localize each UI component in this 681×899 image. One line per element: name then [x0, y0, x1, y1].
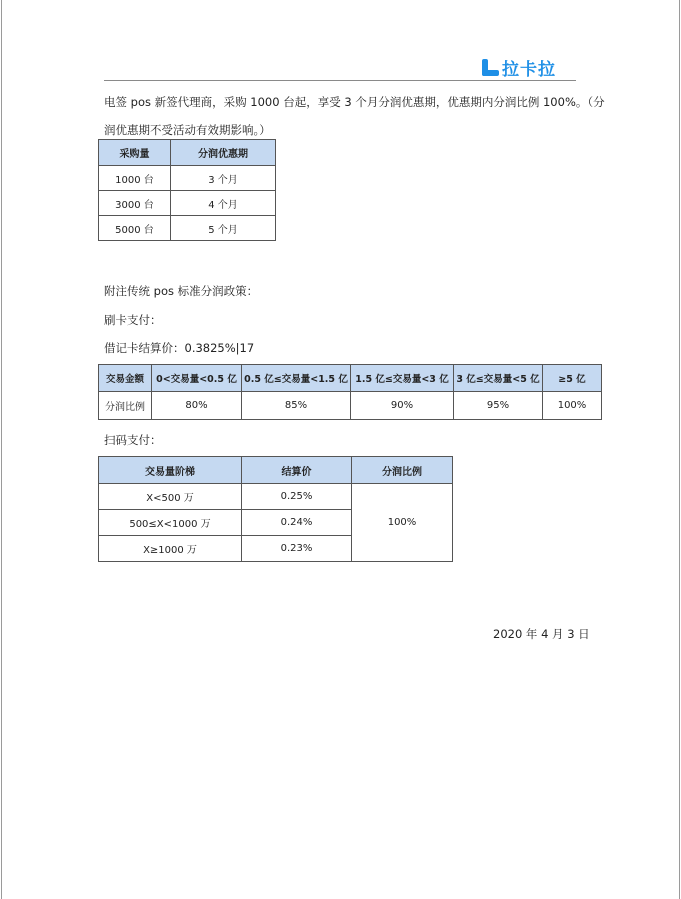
table-cell: 3 个月: [171, 166, 276, 191]
table-row: [99, 392, 602, 420]
table-cell: 100%: [543, 392, 602, 420]
table-cell: 0.23%: [242, 536, 352, 562]
notes-title: 附注传统 pos 标准分润政策：: [104, 284, 259, 298]
debit-price-text: 借记卡结算价：0.3825%|17: [104, 341, 255, 355]
table-cell: 85%: [242, 392, 351, 420]
table-header-cell: 0.5 亿≤交易量<1.5 亿: [242, 365, 351, 392]
table-header-cell: 3 亿≤交易量<5 亿: [454, 365, 543, 392]
table-row: [99, 216, 276, 241]
lakala-logo: [482, 56, 556, 78]
header-divider: [104, 80, 576, 81]
table-header-cell: 结算价: [242, 457, 352, 484]
table-cell: 分润比例: [99, 392, 152, 420]
table-header-cell: 1.5 亿≤交易量<3 亿: [351, 365, 454, 392]
table-cell: 90%: [351, 392, 454, 420]
table-cell: 95%: [454, 392, 543, 420]
purchase-table: [98, 139, 276, 241]
share-ratio-cell: 100%: [352, 484, 453, 562]
volume-share-table: [98, 364, 602, 420]
logo-text: 拉卡拉: [502, 59, 556, 80]
scan-pay-label: 扫码支付：: [104, 433, 162, 447]
intro-line-1: 电签 pos 新签代理商，采购 1000 台起，享受 3 个月分润优惠期，优惠期内分润比例 100%。（分: [104, 95, 605, 109]
page-edge-right: [679, 0, 680, 899]
table-header-cell: 交易量阶梯: [99, 457, 242, 484]
table-cell: 80%: [152, 392, 242, 420]
page-edge-left: [1, 0, 2, 899]
table-cell: X<500 万: [99, 484, 242, 510]
table-header-cell: ≥5 亿: [543, 365, 602, 392]
table-cell: 3000 台: [99, 191, 171, 216]
table-row: [99, 166, 276, 191]
table-cell: 4 个月: [171, 191, 276, 216]
card-pay-label: 刷卡支付：: [104, 313, 162, 327]
table-cell: 5 个月: [171, 216, 276, 241]
table-header-cell: 0<交易量<0.5 亿: [152, 365, 242, 392]
purchase-table-header-period: 分润优惠期: [171, 140, 276, 166]
table-cell: 500≤X<1000 万: [99, 510, 242, 536]
table-cell: X≥1000 万: [99, 536, 242, 562]
document-date: 2020 年 4 月 3 日: [493, 627, 590, 641]
purchase-table-header-qty: 采购量: [99, 140, 171, 166]
table-cell: 0.24%: [242, 510, 352, 536]
table-cell: 1000 台: [99, 166, 171, 191]
table-row: [99, 191, 276, 216]
scan-pay-table: [98, 456, 453, 562]
table-cell: 5000 台: [99, 216, 171, 241]
intro-line-2: 润优惠期不受活动有效期影响。）: [104, 123, 271, 137]
table-header-cell: 分润比例: [352, 457, 453, 484]
table-header-cell: 交易金额: [99, 365, 152, 392]
table-cell: 0.25%: [242, 484, 352, 510]
table-row: [99, 484, 453, 510]
lakala-logo-icon: [482, 59, 499, 76]
